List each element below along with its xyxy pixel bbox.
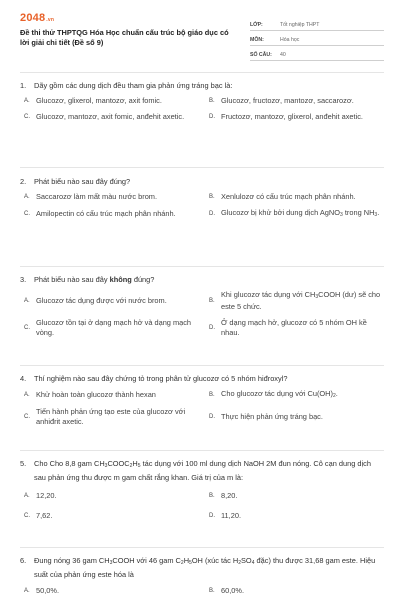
- option-letter: C.: [24, 114, 30, 120]
- meta-row-subject: [250, 31, 384, 46]
- site-logo[interactable]: [20, 12, 54, 24]
- question-number: 5.: [20, 459, 27, 468]
- meta-row-count: [250, 46, 384, 61]
- option-a[interactable]: [20, 192, 199, 202]
- option-a[interactable]: [20, 389, 199, 401]
- option-text: 50,0%.: [36, 586, 60, 595]
- option-text: Thực hiện phản ứng tráng bạc.: [221, 412, 323, 421]
- option-text: Ở dạng mạch hở, glucozơ có 5 nhóm OH kề nhau.: [221, 318, 367, 337]
- option-a[interactable]: [20, 491, 199, 501]
- option-letter: B.: [209, 588, 215, 594]
- option-c[interactable]: [20, 112, 199, 122]
- header-divider: [20, 72, 384, 73]
- meta-key: MÔN:: [250, 37, 264, 43]
- option-letter: B.: [209, 493, 215, 499]
- question-2: [20, 176, 384, 220]
- meta-key: SỐ CÂU:: [250, 52, 272, 58]
- option-letter: C.: [24, 211, 30, 217]
- option-b[interactable]: [205, 96, 384, 106]
- option-text: Glucozơ, mantozơ, axit fomic, anđehit axetic.: [36, 112, 185, 121]
- option-letter: C.: [24, 513, 30, 519]
- question-number: 3.: [20, 275, 27, 284]
- option-text: Khử hoàn toàn glucozơ thành hexan: [36, 390, 156, 399]
- question-1: [20, 80, 384, 122]
- option-b[interactable]: [205, 192, 384, 202]
- option-letter: B.: [209, 194, 215, 200]
- question-stem: Dãy gồm các dung dịch đều tham gia phản ứng tráng bạc là:: [34, 81, 233, 90]
- option-a[interactable]: [20, 96, 199, 106]
- question-number: 2.: [20, 177, 27, 186]
- option-d[interactable]: [205, 208, 384, 220]
- question-5: [20, 458, 384, 521]
- option-letter: C.: [24, 325, 30, 331]
- question-number: 6.: [20, 556, 27, 565]
- option-text: Fructozơ, mantozơ, glixerol, anđehit axetic.: [221, 112, 363, 121]
- question-4: [20, 373, 384, 427]
- option-text: Glucozơ, glixerol, mantozơ, axit fomic.: [36, 96, 162, 105]
- option-letter: D.: [209, 414, 215, 420]
- option-letter: C.: [24, 414, 30, 420]
- option-letter: B.: [209, 98, 215, 104]
- option-text: Xenlulozơ có cấu trúc mạch phân nhánh.: [221, 192, 356, 201]
- option-letter: B.: [209, 298, 215, 304]
- option-letter: B.: [209, 392, 215, 398]
- question-divider: [20, 167, 384, 168]
- option-text: 7,62.: [36, 511, 53, 520]
- option-d[interactable]: [205, 112, 384, 122]
- option-letter: D.: [209, 211, 215, 217]
- option-c[interactable]: [20, 511, 199, 521]
- question-stem: Đung nóng 36 gam $CH_3COOH$ với 46 gam $C_2H_5OH$ (xúc tác $H_2SO_4$ đặc) thu được 31,68 gam este. Hiệu suất của phản ứng este hóa là: [34, 556, 376, 579]
- option-letter: D.: [209, 325, 215, 331]
- document-title: Đề thi thử THPTQG Hóa Học chuẩn cấu trúc bộ giáo dục có lời giải chi tiết (Đề số 9): [20, 28, 229, 47]
- option-text: 8,20.: [221, 491, 238, 500]
- option-a[interactable]: [20, 290, 199, 312]
- option-text: Glucozơ tồn tại ở dạng mạch hở và dạng mạch vòng.: [36, 318, 192, 337]
- question-divider: [20, 547, 384, 548]
- meta-value: 40: [280, 52, 286, 58]
- option-letter: A.: [24, 194, 30, 200]
- meta-row-class: [250, 16, 384, 31]
- option-text: Glucozơ, fructozơ, mantozơ, saccarozơ.: [221, 96, 354, 105]
- question-stem: Thí nghiệm nào sau đây chứng tỏ trong phân tử glucozơ có 5 nhóm hiđroxyl?: [34, 374, 288, 383]
- option-text: Saccarozơ làm mất màu nước brom.: [36, 192, 158, 201]
- option-a[interactable]: [20, 586, 199, 596]
- option-letter: A.: [24, 493, 30, 499]
- option-text: Tiến hành phản ứng tạo este của glucozơ với anhiđrit axetic.: [36, 407, 186, 426]
- option-c[interactable]: [20, 318, 199, 338]
- question-divider: [20, 450, 384, 451]
- option-letter: A.: [24, 298, 30, 304]
- logo-suffix: .vn: [46, 17, 55, 23]
- logo-main: 2048: [20, 12, 46, 24]
- option-text: Amilopectin có cấu trúc mạch phân nhánh.: [36, 209, 176, 218]
- meta-value: Tốt nghiệp THPT: [280, 22, 320, 28]
- option-d[interactable]: [205, 407, 384, 427]
- option-b[interactable]: [205, 586, 384, 596]
- option-text: Glucozơ tác dụng được với nước brom.: [36, 296, 167, 305]
- option-c[interactable]: [20, 407, 199, 427]
- emphasis-not: không: [109, 275, 132, 284]
- option-c[interactable]: [20, 208, 199, 220]
- exam-meta: [250, 16, 384, 61]
- option-text: Khi glucozơ tác dụng với $CH_3COOH$ (dư) sẽ cho este 5 chức.: [221, 290, 381, 311]
- document-header: [20, 12, 384, 68]
- question-number: 4.: [20, 374, 27, 383]
- option-letter: A.: [24, 98, 30, 104]
- option-text: Cho glucozơ tác dụng với $Cu(OH)_2$.: [221, 389, 338, 399]
- option-d[interactable]: [205, 511, 384, 521]
- option-letter: D.: [209, 513, 215, 519]
- option-text: 11,20.: [221, 511, 241, 520]
- option-d[interactable]: [205, 318, 384, 338]
- question-stem: Phát biểu nào sau đây đúng?: [34, 177, 131, 186]
- question-stem: Phát biểu nào sau đây không đúng?: [34, 275, 155, 284]
- meta-value: Hóa học: [280, 37, 300, 43]
- option-b[interactable]: [205, 389, 384, 401]
- question-number: 1.: [20, 81, 27, 90]
- option-letter: D.: [209, 114, 215, 120]
- option-text: 12,20.: [36, 491, 57, 500]
- question-6: [20, 555, 384, 596]
- option-b[interactable]: [205, 290, 384, 312]
- option-b[interactable]: [205, 491, 384, 501]
- question-stem: Cho Cho 8,8 gam $CH_3COOC_2H_5$ tác dụng với 100 ml dung dịch NaOH 2M đun nóng. Cô cạn dung dịch sau phản ứng thu được m gam chất rắng khan. Giá trị của m là:: [34, 459, 371, 482]
- question-divider: [20, 365, 384, 366]
- option-letter: A.: [24, 392, 30, 398]
- option-text: Glucozơ bị khử bởi dung dịch AgNO$_3$ trong $NH_3$.: [221, 208, 380, 218]
- question-divider: [20, 266, 384, 267]
- option-letter: A.: [24, 588, 30, 594]
- option-text: 60,0%.: [221, 586, 245, 595]
- question-3: [20, 274, 384, 338]
- meta-key: LỚP:: [250, 22, 263, 28]
